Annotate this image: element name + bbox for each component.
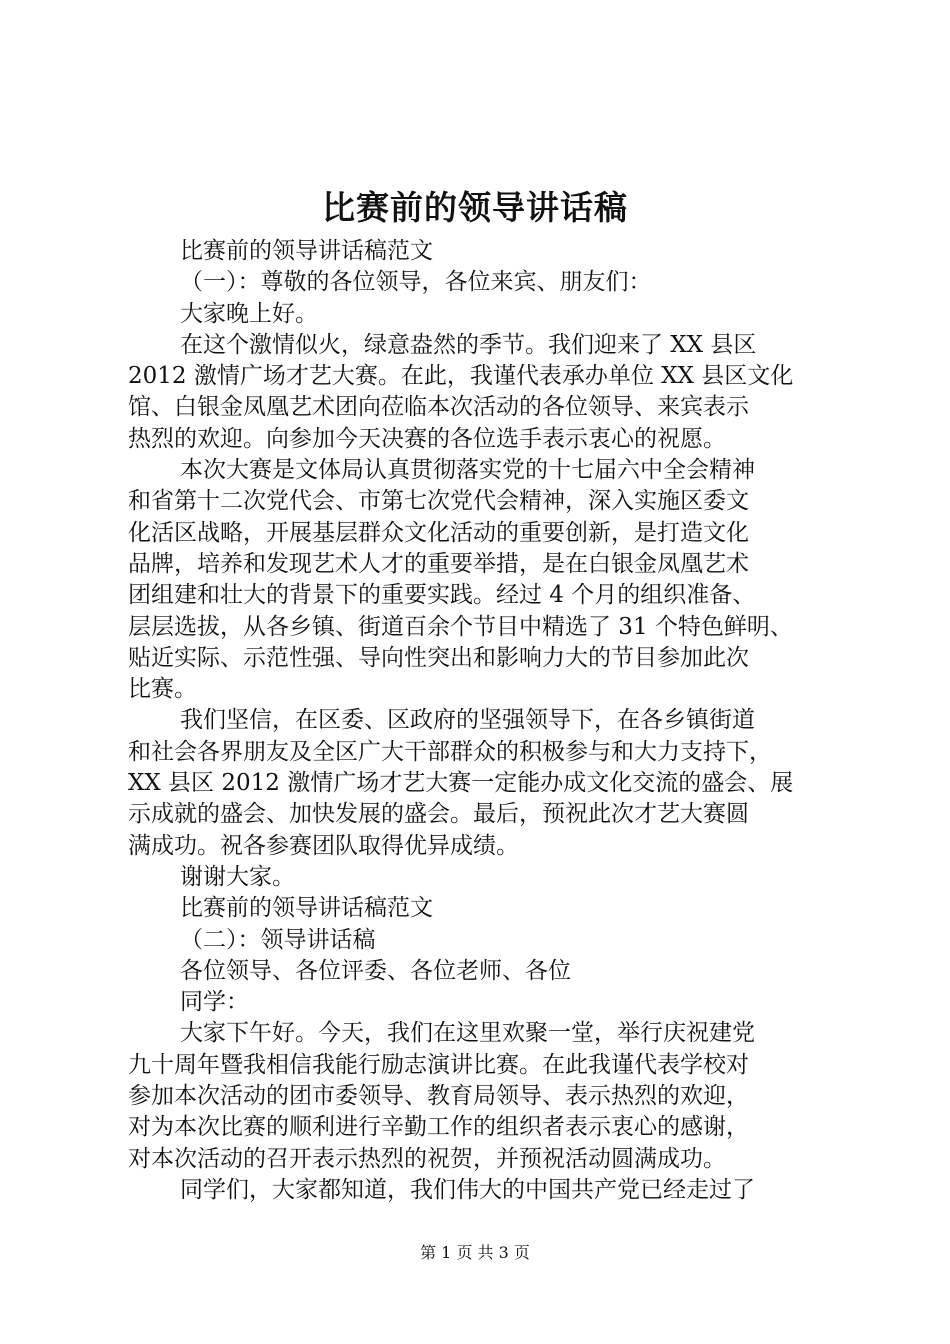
text-line: 各位领导、各位评委、各位老师、各位 — [180, 957, 571, 984]
text-line: 大家下午好。今天，我们在这里欢聚一堂，举行庆祝建党 — [180, 1020, 755, 1047]
text-line: 同学： — [180, 989, 249, 1016]
text-line: 层层选拔，从各乡镇、街道百余个节目中精选了 31 个特色鲜明、 — [128, 613, 793, 640]
text-line: 和省第十二次党代会、市第七次党代会精神，深入实施区委文 — [128, 488, 749, 515]
text-line: 贴近实际、示范性强、导向性突出和影响力大的节目参加此次 — [128, 644, 749, 671]
text-line: 对本次活动的召开表示热烈的祝贺，并预祝活动圆满成功。 — [128, 1145, 726, 1172]
page-title: 比赛前的领导讲话稿 — [322, 188, 628, 227]
text-line: 比赛前的领导讲话稿范文 — [180, 238, 433, 264]
text-line: XX 县区 2012 激情广场才艺大赛一定能办成文化交流的盛会、展 — [128, 770, 794, 797]
text-line: （二）：领导讲话稿 — [180, 926, 376, 953]
text-line: 九十周年暨我相信我能行励志演讲比赛。在此我谨代表学校对 — [128, 1051, 749, 1078]
text-line: 同学们，大家都知道，我们伟大的中国共产党已经走过了 — [180, 1176, 755, 1203]
text-line: 馆、白银金凤凰艺术团向莅临本次活动的各位领导、来宾表示 — [128, 394, 749, 421]
text-line: 在这个激情似火，绿意盎然的季节。我们迎来了 XX 县区 — [180, 331, 757, 358]
text-line: 比赛。 — [128, 676, 197, 703]
text-line: 和社会各界朋友及全区广大干部群众的积极参与和大力支持下， — [128, 738, 772, 765]
text-line: 示成就的盛会、加快发展的盛会。最后，预祝此次才艺大赛圆 — [128, 801, 749, 828]
text-line: 参加本次活动的团市委领导、教育局领导、表示热烈的欢迎， — [128, 1083, 749, 1110]
page-footer: 第 1 页 共 3 页 — [420, 1243, 530, 1262]
text-line: 品牌，培养和发现艺术人才的重要举措，是在白银金凤凰艺术 — [128, 550, 749, 577]
text-line: 比赛前的领导讲话稿范文 — [180, 895, 433, 922]
text-line: 本次大赛是文体局认真贯彻落实党的十七届六中全会精神 — [180, 457, 755, 484]
text-line: 热烈的欢迎。向参加今天决赛的各位选手表示衷心的祝愿。 — [128, 425, 726, 452]
text-line: 2012 激情广场才艺大赛。在此，我谨代表承办单位 XX 县区文化 — [128, 363, 794, 390]
text-line: （一）：尊敬的各位领导，各位来宾、朋友们： — [180, 269, 652, 296]
text-line: 谢谢大家。 — [180, 863, 295, 890]
text-line: 我们坚信，在区委、区政府的坚强领导下，在各乡镇街道 — [180, 707, 755, 734]
text-line: 满成功。祝各参赛团队取得优异成绩。 — [128, 832, 519, 859]
text-line: 团组建和壮大的背景下的重要实践。经过 4 个月的组织准备、 — [128, 582, 756, 609]
text-line: 对为本次比赛的顺利进行辛勤工作的组织者表示衷心的感谢， — [128, 1114, 749, 1141]
text-line: 化活区战略，开展基层群众文化活动的重要创新，是打造文化 — [128, 519, 749, 546]
document-body — [128, 236, 828, 1206]
text-line: 大家晚上好。 — [180, 300, 318, 327]
